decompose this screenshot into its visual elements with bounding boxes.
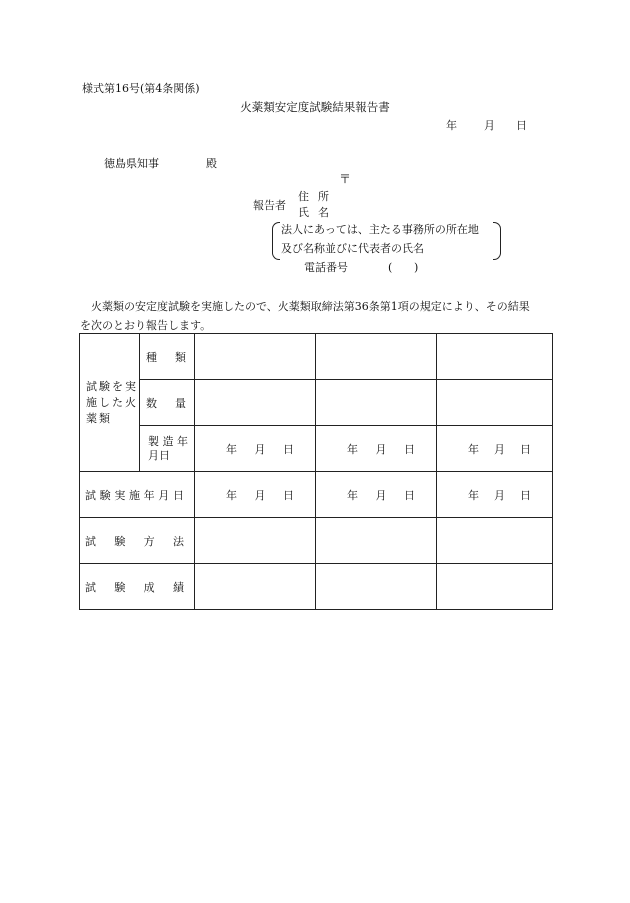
test-date-cell-1[interactable]: 年 月 日 — [195, 472, 316, 518]
left-bracket — [272, 222, 280, 260]
table-row-mfg-date — [80, 426, 553, 472]
result-cell-1[interactable] — [195, 564, 316, 610]
method-cell-3[interactable] — [437, 518, 553, 564]
mfg-date-label-cell — [140, 426, 195, 472]
right-bracket — [493, 222, 501, 260]
method-label-cell — [80, 518, 195, 564]
postal-mark-icon: 〒 — [339, 172, 352, 186]
reporter-label: 報告者 — [253, 199, 286, 212]
date-day-label: 日 — [516, 119, 527, 132]
result-cell-2[interactable] — [316, 564, 437, 610]
result-label-cell — [80, 564, 195, 610]
table-row-quantity — [80, 380, 553, 426]
quantity-cell-3[interactable] — [437, 380, 553, 426]
kind-cell-1[interactable] — [195, 334, 316, 380]
corporate-note-line2: 及び名称並びに代表者の氏名 — [281, 242, 424, 255]
kind-label: 種 類 — [146, 350, 186, 364]
table-row-result — [80, 564, 553, 610]
honorific: 殿 — [206, 157, 217, 170]
document-title: 火薬類安定度試験結果報告書 — [240, 100, 390, 114]
statement-line1: 火薬類の安定度試験を実施したので、火薬類取締法第36条第1項の規定により、その結果 — [91, 300, 530, 313]
group-label-cell — [80, 334, 140, 472]
corporate-note-line1: 法人にあっては、主たる事務所の所在地 — [281, 223, 479, 236]
address-label: 住所 — [298, 190, 338, 203]
addressee: 徳島県知事 — [104, 157, 159, 170]
report-statement — [80, 297, 552, 335]
kind-cell-2[interactable] — [316, 334, 437, 380]
report-table — [79, 333, 553, 610]
mfg-date-cell-3[interactable]: 年 月 日 — [437, 426, 553, 472]
result-cell-3[interactable] — [437, 564, 553, 610]
table-row-kind — [80, 334, 553, 380]
group-label: 試験を実施した火薬類 — [86, 379, 138, 425]
statement-line2: を次のとおり報告します。 — [80, 319, 212, 332]
quantity-label: 数 量 — [146, 396, 186, 410]
date-year-label: 年 — [446, 119, 457, 132]
method-cell-2[interactable] — [316, 518, 437, 564]
name-label: 氏名 — [298, 206, 338, 219]
table-row-method — [80, 518, 553, 564]
mfg-date-cell-2[interactable]: 年 月 日 — [316, 426, 437, 472]
kind-label-cell — [140, 334, 195, 380]
test-date-cell-2[interactable]: 年 月 日 — [316, 472, 437, 518]
kind-cell-3[interactable] — [437, 334, 553, 380]
table-row-test-date — [80, 472, 553, 518]
date-month-label: 月 — [484, 119, 495, 132]
method-cell-1[interactable] — [195, 518, 316, 564]
result-label: 試 験 成 績 — [85, 580, 184, 594]
test-date-cell-3[interactable]: 年 月 日 — [437, 472, 553, 518]
quantity-cell-2[interactable] — [316, 380, 437, 426]
form-number: 様式第16号(第4条関係) — [82, 82, 200, 95]
phone-label: 電話番号 — [304, 261, 348, 274]
quantity-label-cell — [140, 380, 195, 426]
phone-paren-open: ( — [388, 261, 393, 274]
test-date-label-cell — [80, 472, 195, 518]
mfg-date-label-line2: 月日 — [148, 448, 170, 462]
method-label: 試 験 方 法 — [85, 534, 184, 548]
mfg-date-label-line1: 製 造 年 — [148, 434, 188, 448]
quantity-cell-1[interactable] — [195, 380, 316, 426]
test-date-label: 試 験 実 施 年 月 日 — [85, 488, 184, 502]
phone-paren-close: ) — [414, 261, 419, 274]
mfg-date-cell-1[interactable]: 年 月 日 — [195, 426, 316, 472]
